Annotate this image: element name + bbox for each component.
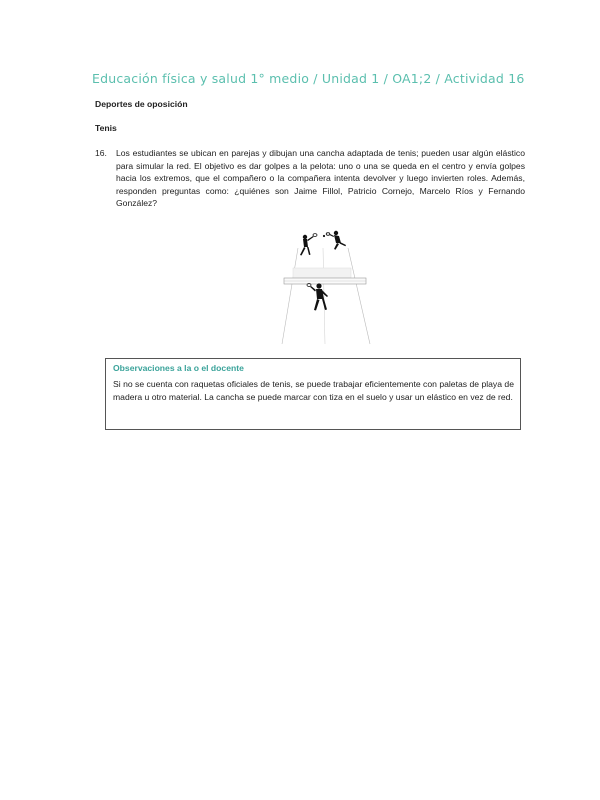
player-near bbox=[307, 283, 328, 310]
observations-box bbox=[105, 358, 521, 430]
activity-number: 16. bbox=[95, 148, 107, 158]
tennis-court-players-icon bbox=[270, 226, 390, 346]
page-header-title: Educación física y salud 1° medio / Unidad 1 / OA1;2 / Actividad 16 bbox=[92, 71, 525, 86]
observations-title: Observaciones a la o el docente bbox=[113, 363, 244, 373]
activity-text: Los estudiantes se ubican en parejas y dibujan una cancha adaptada de tenis; pueden usar algún elástico para simular la red. El objetivo es dar golpes a la pelota: uno o una se queda en el centro y envía golpes hacia los extremos, que el compañero o la compañera intenta devolver y luego invierten roles. Además, responden preguntas como: ¿quiénes son Jaime Fillol, Patricio Cornejo, Marcelo Ríos y Fernando González? bbox=[116, 148, 525, 209]
player-far-right bbox=[326, 231, 346, 250]
court-left-line bbox=[282, 248, 298, 344]
section-category: Deportes de oposición bbox=[95, 99, 188, 109]
court-right-line bbox=[348, 248, 370, 344]
player-far-left bbox=[300, 234, 317, 256]
activity-item bbox=[95, 147, 525, 210]
observations-text: Si no se cuenta con raquetas oficiales de tenis, se puede trabajar eficientemente con paletas de playa de madera u otro material. La cancha se puede marcar con tiza en el suelo y usar un elástico en vez de red. bbox=[113, 379, 514, 402]
section-sport: Tenis bbox=[95, 123, 117, 133]
ball bbox=[323, 235, 325, 237]
service-box bbox=[293, 268, 351, 278]
